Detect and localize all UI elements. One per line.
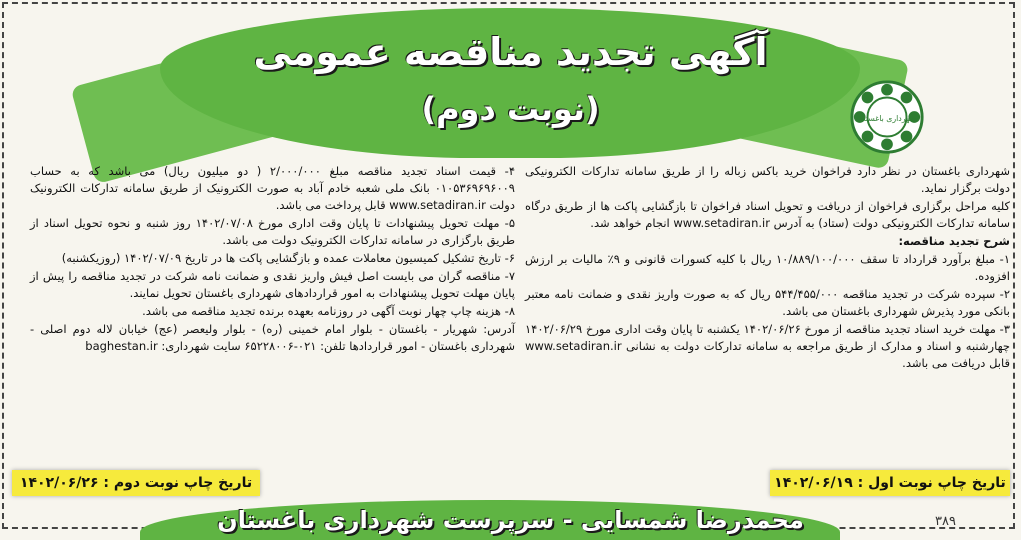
- process-text: کلیه مراحل برگزاری فراخوان از دریافت و تحویل اسناد فراخوان تا بازگشایی پاکت ها از طریق درگاه سامانه تدارکات الکترونیکی دولت (ستاد) به آدرس www.setadiran.ir انجام خواهد شد.: [525, 199, 1010, 230]
- condition-item-4: ۴- قیمت اسناد تجدید مناقصه مبلغ ۲/۰۰۰/۰۰۰ ( دو میلیون ریال) می باشد که به حساب ۰۱۰۵۳۶۹۶۹۶۰۰۹ بانک ملی شعبه خادم آباد به صورت الکترونیک از طریق سامانه تدارکات الکترونیک دولت www.setadiran.ir قابل پرداخت می باشد.: [30, 164, 515, 212]
- municipality-logo: [848, 78, 926, 156]
- address-text: آدرس: شهریار - باغستان - بلوار امام خمینی (ره) - بلوار ولیعصر (عج) خیابان لاله دوم اصلی - شهرداری باغستان - امور قراردادها تلفن: ۰۲۱-۶۵۲۲۸۰۰۶ سایت شهرداری: baghestan.ir: [30, 322, 515, 353]
- condition-item-2: ۲- سپرده شرکت در تجدید مناقصه ۵۴۴/۴۵۵/۰۰۰ ریال که به صورت واریز نقدی و ضمانت نامه معتبر بانکی مورد پذیرش شهرداری باغستان می باشد.: [525, 287, 1010, 318]
- notice-title: آگهی تجدید مناقصه عمومی: [253, 30, 768, 74]
- condition-item-6: ۶- تاریخ تشکیل کمیسیون معاملات عمده و بازگشایی پاکت ها در تاریخ ۱۴۰۲/۰۷/۰۹ (روزیکشنبه): [61, 251, 515, 265]
- first-print-date: تاریخ چاپ نوبت اول : ۱۴۰۲/۰۶/۱۹: [770, 470, 1010, 496]
- notice-right-column: [525, 163, 1010, 373]
- second-print-date: تاریخ چاپ نوبت دوم : ۱۴۰۲/۰۶/۲۶: [12, 470, 260, 496]
- condition-item-3: ۳- مهلت خرید اسناد تجدید مناقصه از مورخ ۱۴۰۲/۰۶/۲۶ یکشنبه تا پایان وقت اداری مورخ ۱۴۰۲/۰۶/۲۹ چهارشنبه و اسناد و مدارک از طریق مراجعه به سامانه تدارکات دولت به نشانی www.setadiran.ir قابل دریافت می باشد.: [525, 322, 1010, 370]
- logo-text: شهرداری باغستان: [857, 113, 917, 123]
- condition-item-1: ۱- مبلغ برآورد قرارداد تا سقف ۱۰/۸۸۹/۱۰۰/۰۰۰ ریال با کلیه کسورات قانونی و ۹٪ مالیات بر ارزش افزوده.: [525, 252, 1011, 283]
- condition-item-7: ۷- مناقصه گران می بایست اصل فیش واریز نقدی و ضمانت نامه شرکت در تجدید مناقصه را پیش از پایان مهلت تحویل پیشنهادات به امور قراردادهای شهرداری باغستان تحویل نمایند.: [30, 269, 515, 300]
- notice-subtitle: (نوبت دوم): [421, 90, 600, 128]
- condition-item-5: ۵- مهلت تحویل پیشنهادات تا پایان وقت اداری مورخ ۱۴۰۲/۰۷/۰۸ روز شنبه و نحوه تحویل اسناد از طریق بارگزاری در سامانه تدارکات الکترونیک دولت می باشد.: [30, 216, 515, 247]
- notice-left-column: [30, 163, 515, 356]
- section-heading: شرح تجدید مناقصه:: [898, 234, 1010, 248]
- page-number: ۳۸۹: [935, 514, 956, 529]
- intro-text: شهرداری باغستان در نظر دارد فراخوان خرید باکس زباله را از طریق سامانه تدارکات الکترونیکی دولت برگزار نماید.: [525, 164, 1010, 195]
- signature-line: محمدرضا شمسایی - سرپرست شهرداری باغستان: [217, 506, 804, 534]
- condition-item-8: ۸- هزینه چاپ چهار نوبت آگهی در روزنامه بعهده برنده تجدید مناقصه می باشد.: [142, 304, 515, 318]
